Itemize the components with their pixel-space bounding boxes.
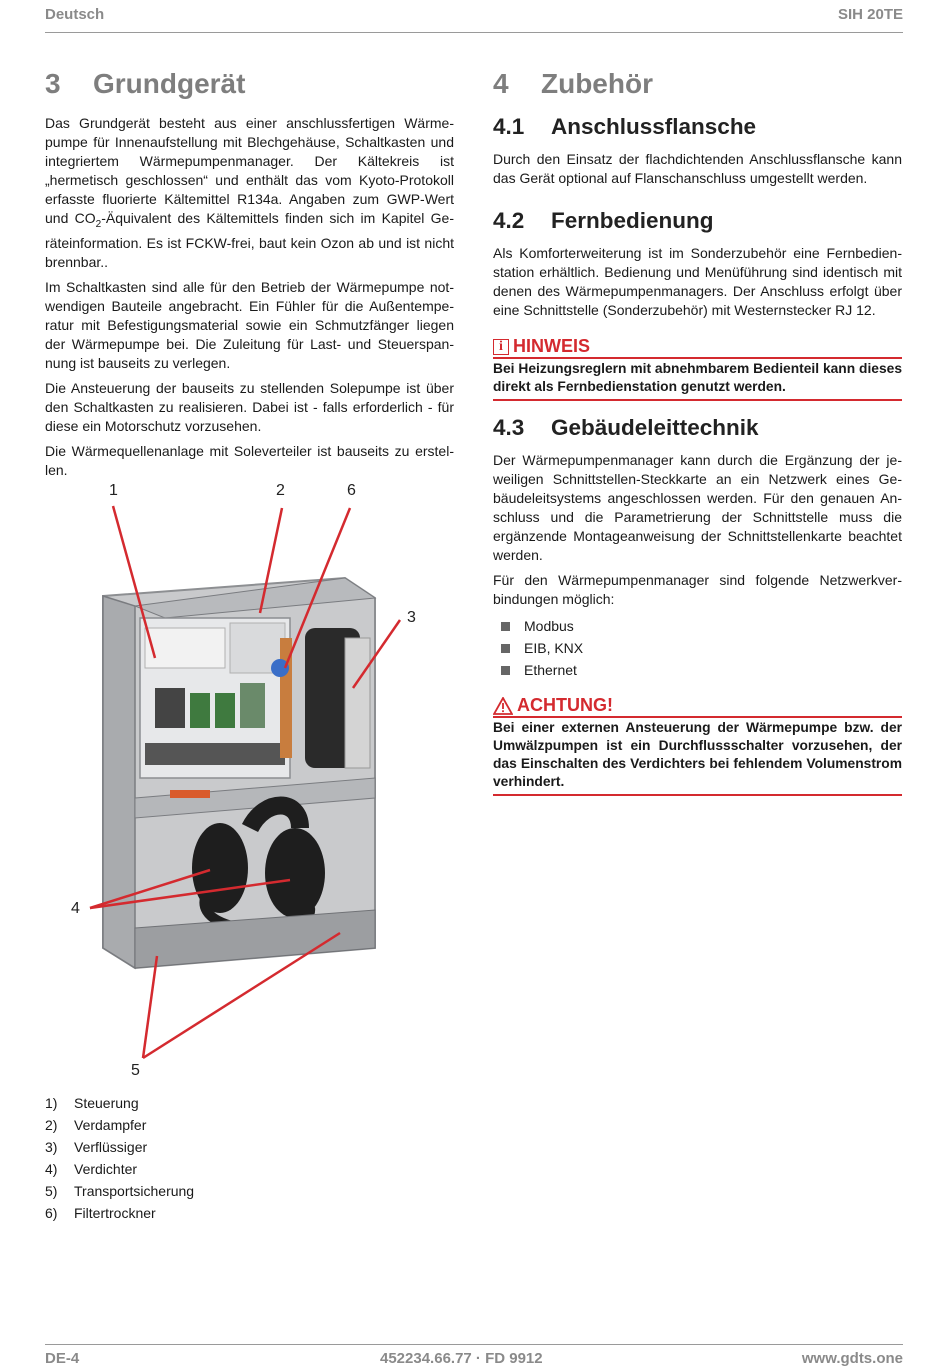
hinweis-text: Bei Heizungsreglern mit abnehmbarem Bedienteil kann dieses direkt als Fernbedienstation genutzt werden. bbox=[493, 357, 902, 401]
section-3-paragraph-2: Im Schaltkasten sind alle für den Betrieb der Wärmepumpe notwendigen Bauteile angebracht. Ein Fühler für die Außentemperatur mit Befestigungsmaterial sowie ein Schmutzfänger liegen der Wärmepumpe bei. Die Zuleitung für Last- und Steuerspannung ist bauseits zu verlegen. bbox=[45, 278, 454, 371]
info-icon: i bbox=[493, 339, 509, 355]
callout-3: 3 bbox=[407, 609, 416, 626]
section-4-3-heading: 4.3 Gebäudeleittechnik bbox=[493, 415, 759, 440]
footer-page-number: DE-4 bbox=[45, 1350, 80, 1367]
list-item: Modbus bbox=[493, 615, 902, 637]
callout-6: 6 bbox=[347, 482, 356, 499]
list-item: Ethernet bbox=[493, 659, 902, 681]
footer-rule bbox=[45, 1344, 903, 1345]
warning-icon bbox=[493, 697, 513, 715]
legend-item: 5) Transportsicherung bbox=[45, 1183, 195, 1199]
section-4-3-paragraph-1: Der Wärmepumpenmanager kann durch die Ergänzung der jeweiligen Schnittstellen-Steckkarte an ein Netzwerk eines Gebäudeleitsystems angeschlossen werden. Für den genauen Anschluss und die Parametrierung der Schnittstelle muss die ergänzende Montageanweisung der Schnittstellenkarte beachtet werden. bbox=[493, 452, 902, 563]
callout-1: 1 bbox=[109, 482, 118, 499]
header-language: Deutsch bbox=[45, 6, 105, 23]
section-4-3-paragraph-2: Für den Wärmepumpenmanager sind folgende Netzwerkverbindungen möglich: bbox=[493, 572, 902, 607]
callout-4: 4 bbox=[71, 900, 80, 917]
bullet-icon bbox=[501, 666, 510, 675]
achtung-text: Bei einer externen Ansteuerung der Wärmepumpe bzw. der Umwälzpumpen ist ein Durchflussschalter vorzusehen, der das Einschalten des Verdichters bei fehlendem Volumenstrom verhindert. bbox=[493, 716, 902, 796]
section-4-heading: 4 Zubehör bbox=[493, 68, 653, 99]
figure-legend bbox=[45, 1092, 194, 1224]
header-model: SIH 20TE bbox=[837, 6, 903, 23]
left-column bbox=[45, 68, 454, 486]
section-3-paragraph-1: Das Grundgerät besteht aus einer anschlussfertigen Wärmepumpe für Innenaufstellung mit Blechgehäuse, Schaltkasten und integriertem Wärmepumpenmanager. Der Kältekreis ist „hermetisch geschlossen“ und enthält das vom Kyoto-Protokoll erfasste fluorierte Kältemittel R134a. Angaben zum GWP-Wert und $CO_2$-Äquivalent des Kältemittels finden sich im Kapitel Geräteinformation. Es ist FCKW-frei, baut kein Ozon ab und ist nicht brennbar.. bbox=[45, 115, 454, 270]
header-rule bbox=[45, 32, 903, 33]
footer-document-number: 452234.66.77 · FD 9912 bbox=[380, 1350, 543, 1367]
legend-item: 6) Filtertrockner bbox=[45, 1205, 156, 1221]
section-4-2-heading: 4.2 Fernbedienung bbox=[493, 208, 714, 233]
achtung-title: ACHTUNG! bbox=[493, 695, 902, 716]
network-list bbox=[493, 615, 902, 681]
legend-item: 4) Verdichter bbox=[45, 1161, 138, 1177]
heat-pump-photo bbox=[45, 478, 454, 1083]
list-item: EIB, KNX bbox=[493, 637, 902, 659]
hinweis-title: i HINWEIS bbox=[493, 336, 902, 357]
footer-website: www.gdts.one bbox=[801, 1350, 903, 1367]
heat-pump-illustration bbox=[45, 478, 454, 1083]
section-3-paragraph-3: Die Ansteuerung der bauseits zu stellenden Solepumpe ist über den Schaltkasten zu realisieren. Dabei ist - falls erforderlich - für diese ein Motorschutz vorzusehen. bbox=[45, 379, 454, 434]
section-3-paragraph-4: Die Wärmequellenanlage mit Soleverteiler ist bauseits zu erstellen. bbox=[45, 442, 454, 478]
section-3-heading: 3 Grundgerät bbox=[45, 68, 246, 99]
legend-item: 2) Verdampfer bbox=[45, 1117, 147, 1133]
section-4-1-heading: 4.1 Anschlussflansche bbox=[493, 114, 757, 139]
bullet-icon bbox=[501, 622, 510, 631]
section-4-2-text: Als Komforterweiterung ist im Sonderzubehör eine Fernbedienstation erhältlich. Bedienung und Menüführung sind identisch mit denen des Wärmepumpenmanagers. Der Anschluss erfolgt über eine Schnittstelle (Sonderzubehör) mit Westernstecker RJ 12. bbox=[493, 245, 902, 318]
legend-item: 1) Steuerung bbox=[45, 1095, 139, 1111]
section-4-1-text: Durch den Einsatz der flachdichtenden Anschlussflansche kann das Gerät optional auf Flanschanschluss umgestellt werden. bbox=[493, 151, 902, 186]
bullet-icon bbox=[501, 644, 510, 653]
callout-5: 5 bbox=[131, 1062, 140, 1079]
callout-2: 2 bbox=[276, 482, 285, 499]
legend-item: 3) Verflüssiger bbox=[45, 1139, 148, 1155]
right-column bbox=[493, 68, 902, 796]
